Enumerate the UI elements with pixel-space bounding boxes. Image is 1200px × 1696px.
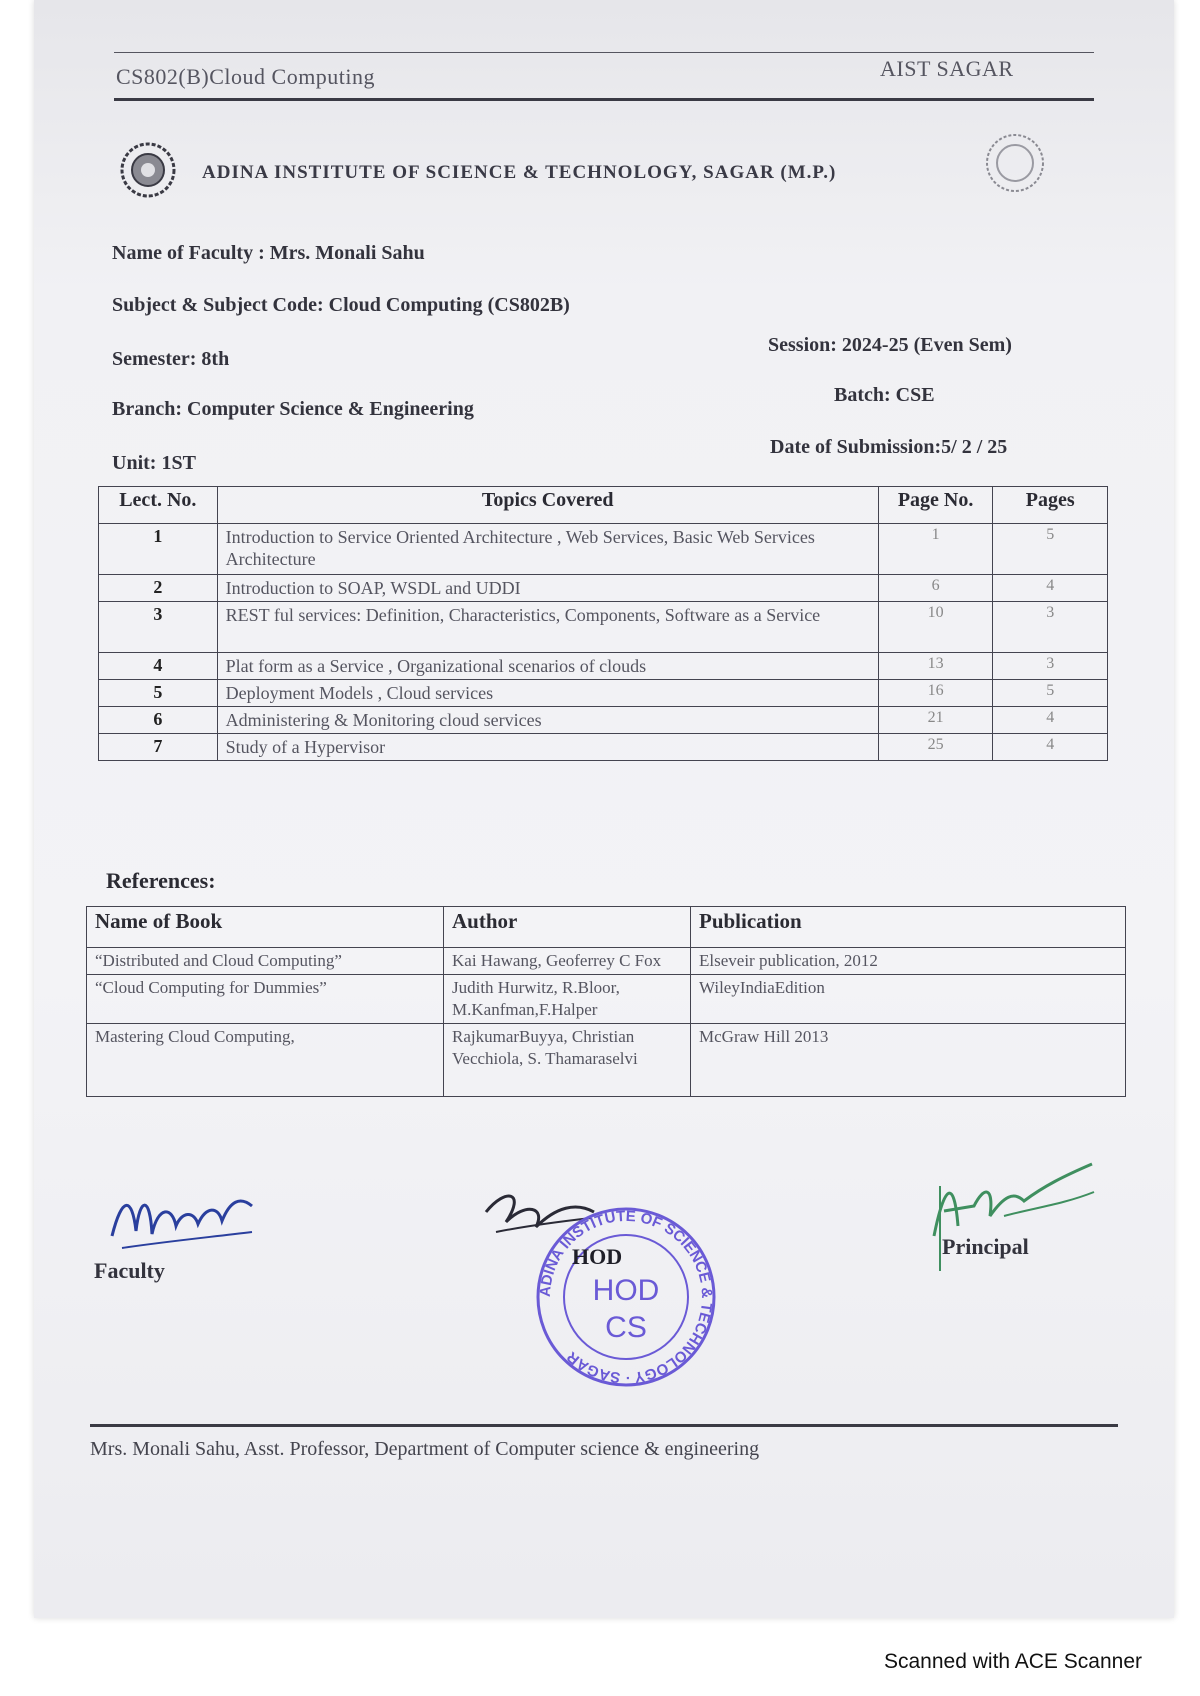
faculty-signature-icon [102, 1176, 272, 1256]
lecture-page-no: 21 [878, 707, 993, 734]
header-pages: Pages [993, 487, 1108, 524]
lecture-number: 4 [99, 653, 218, 680]
table-row [99, 734, 1108, 761]
branch-value: Computer Science & Engineering [187, 398, 474, 420]
unit-label: Unit: [112, 452, 157, 474]
book-author: Kai Hawang, Geoferrey C Fox [444, 948, 691, 975]
header-lect-no: Lect. No. [99, 487, 218, 524]
lecture-page-no: 16 [878, 680, 993, 707]
table-row [87, 948, 1126, 975]
batch-label: Batch: [834, 384, 891, 406]
faculty-name-field [112, 242, 425, 265]
book-name: “Cloud Computing for Dummies” [87, 975, 444, 1024]
header-book-name: Name of Book [87, 907, 444, 948]
scanner-watermark: Scanned with ACE Scanner [884, 1650, 1142, 1673]
table-row [99, 653, 1108, 680]
principal-signature-label: Principal [942, 1234, 1029, 1259]
faculty-label: Name of Faculty : [112, 242, 265, 264]
book-author: Judith Hurwitz, R.Bloor, M.Kanfman,F.Halper [444, 975, 691, 1024]
header-publication: Publication [691, 907, 1126, 948]
lecture-number: 5 [99, 680, 218, 707]
lecture-topic: Introduction to Service Oriented Architecture , Web Services, Basic Web Services Architecture [217, 524, 878, 575]
table-row [99, 524, 1108, 575]
book-name: Mastering Cloud Computing, [87, 1024, 444, 1097]
lecture-number: 6 [99, 707, 218, 734]
table-row [87, 1024, 1126, 1097]
lecture-page-no: 25 [878, 734, 993, 761]
stamp-line-2: CS [605, 1311, 647, 1344]
session-label: Session: [768, 334, 837, 356]
table-row [99, 680, 1108, 707]
book-publication: WileyIndiaEdition [691, 975, 1126, 1024]
lecture-topic: REST ful services: Definition, Characteristics, Components, Software as a Service [217, 602, 878, 653]
lecture-table [98, 486, 1108, 761]
course-code: CS802(B)Cloud Computing [116, 64, 376, 89]
header-rule-top [114, 52, 1094, 53]
scanned-page [34, 0, 1174, 1618]
unit-field [112, 452, 196, 475]
lecture-pages: 5 [993, 680, 1108, 707]
semester-value: 8th [201, 348, 230, 370]
semester-field [112, 348, 229, 371]
table-row [99, 602, 1108, 653]
table-row [99, 575, 1108, 602]
lecture-topic: Deployment Models , Cloud services [217, 680, 878, 707]
semester-label: Semester: [112, 348, 197, 370]
book-publication: McGraw Hill 2013 [691, 1024, 1126, 1097]
footer-text: Mrs. Monali Sahu, Asst. Professor, Department of Computer science & engineering [90, 1438, 760, 1460]
hod-stamp-icon [526, 1192, 726, 1402]
lecture-page-no: 6 [878, 575, 993, 602]
lecture-number: 2 [99, 575, 218, 602]
branch-label: Branch: [112, 398, 182, 420]
stamp-line-1: HOD [592, 1274, 660, 1307]
lecture-pages: 3 [993, 602, 1108, 653]
references-heading: References: [106, 868, 216, 893]
header-rule-bottom [114, 98, 1094, 101]
unit-value: 1ST [161, 452, 196, 474]
session-value: 2024-25 (Even Sem) [841, 334, 1012, 356]
subject-label: Subject & Subject Code: [112, 294, 324, 316]
lecture-pages: 5 [993, 524, 1108, 575]
lecture-number: 7 [99, 734, 218, 761]
lecture-topic: Study of a Hypervisor [217, 734, 878, 761]
subject-field [112, 294, 570, 317]
book-name: “Distributed and Cloud Computing” [87, 948, 444, 975]
lecture-pages: 4 [993, 707, 1108, 734]
batch-field [834, 384, 935, 407]
references-table-header [87, 907, 1126, 948]
submission-date-field [770, 436, 1007, 459]
lecture-topic: Plat form as a Service , Organizational scenarios of clouds [217, 653, 878, 680]
references-table [86, 906, 1126, 1097]
header-topics: Topics Covered [217, 487, 878, 524]
header-author: Author [444, 907, 691, 948]
lecture-table-header [99, 487, 1108, 524]
session-field [768, 334, 1012, 357]
faculty-value: Mrs. Monali Sahu [269, 242, 425, 264]
lecture-page-no: 1 [878, 524, 993, 575]
institute-name: ADINA INSTITUTE OF SCIENCE & TECHNOLOGY, SAGAR (M.P.) [202, 162, 837, 183]
book-author: RajkumarBuyya, Christian Vecchiola, S. Thamaraselvi [444, 1024, 691, 1097]
lecture-pages: 3 [993, 653, 1108, 680]
lecture-number: 3 [99, 602, 218, 653]
header-page-no: Page No. [878, 487, 993, 524]
institute-emblem-icon [980, 128, 1050, 198]
footer-rule [90, 1424, 1118, 1427]
lecture-pages: 4 [993, 734, 1108, 761]
table-row [87, 975, 1126, 1024]
lecture-topic: Administering & Monitoring cloud services [217, 707, 878, 734]
hod-signature-label: HOD [572, 1244, 623, 1269]
institute-logo-icon [118, 140, 178, 200]
lecture-topic: Introduction to SOAP, WSDL and UDDI [217, 575, 878, 602]
submission-value: 5/ 2 / 25 [941, 436, 1008, 458]
book-publication: Elseveir publication, 2012 [691, 948, 1126, 975]
subject-value: Cloud Computing (CS802B) [328, 294, 570, 316]
branch-field [112, 398, 474, 421]
submission-label: Date of Submission: [770, 436, 942, 458]
table-row [99, 707, 1108, 734]
lecture-pages: 4 [993, 575, 1108, 602]
stamp-ring-text: ADINA INSTITUTE OF SCIENCE & TECHNOLOGY · SAGAR [536, 1207, 716, 1387]
faculty-signature-label: Faculty [94, 1258, 165, 1283]
lecture-number: 1 [99, 524, 218, 575]
lecture-page-no: 13 [878, 653, 993, 680]
batch-value: CSE [895, 384, 935, 406]
lecture-page-no: 10 [878, 602, 993, 653]
college-short-name: AIST SAGAR [880, 56, 1014, 81]
